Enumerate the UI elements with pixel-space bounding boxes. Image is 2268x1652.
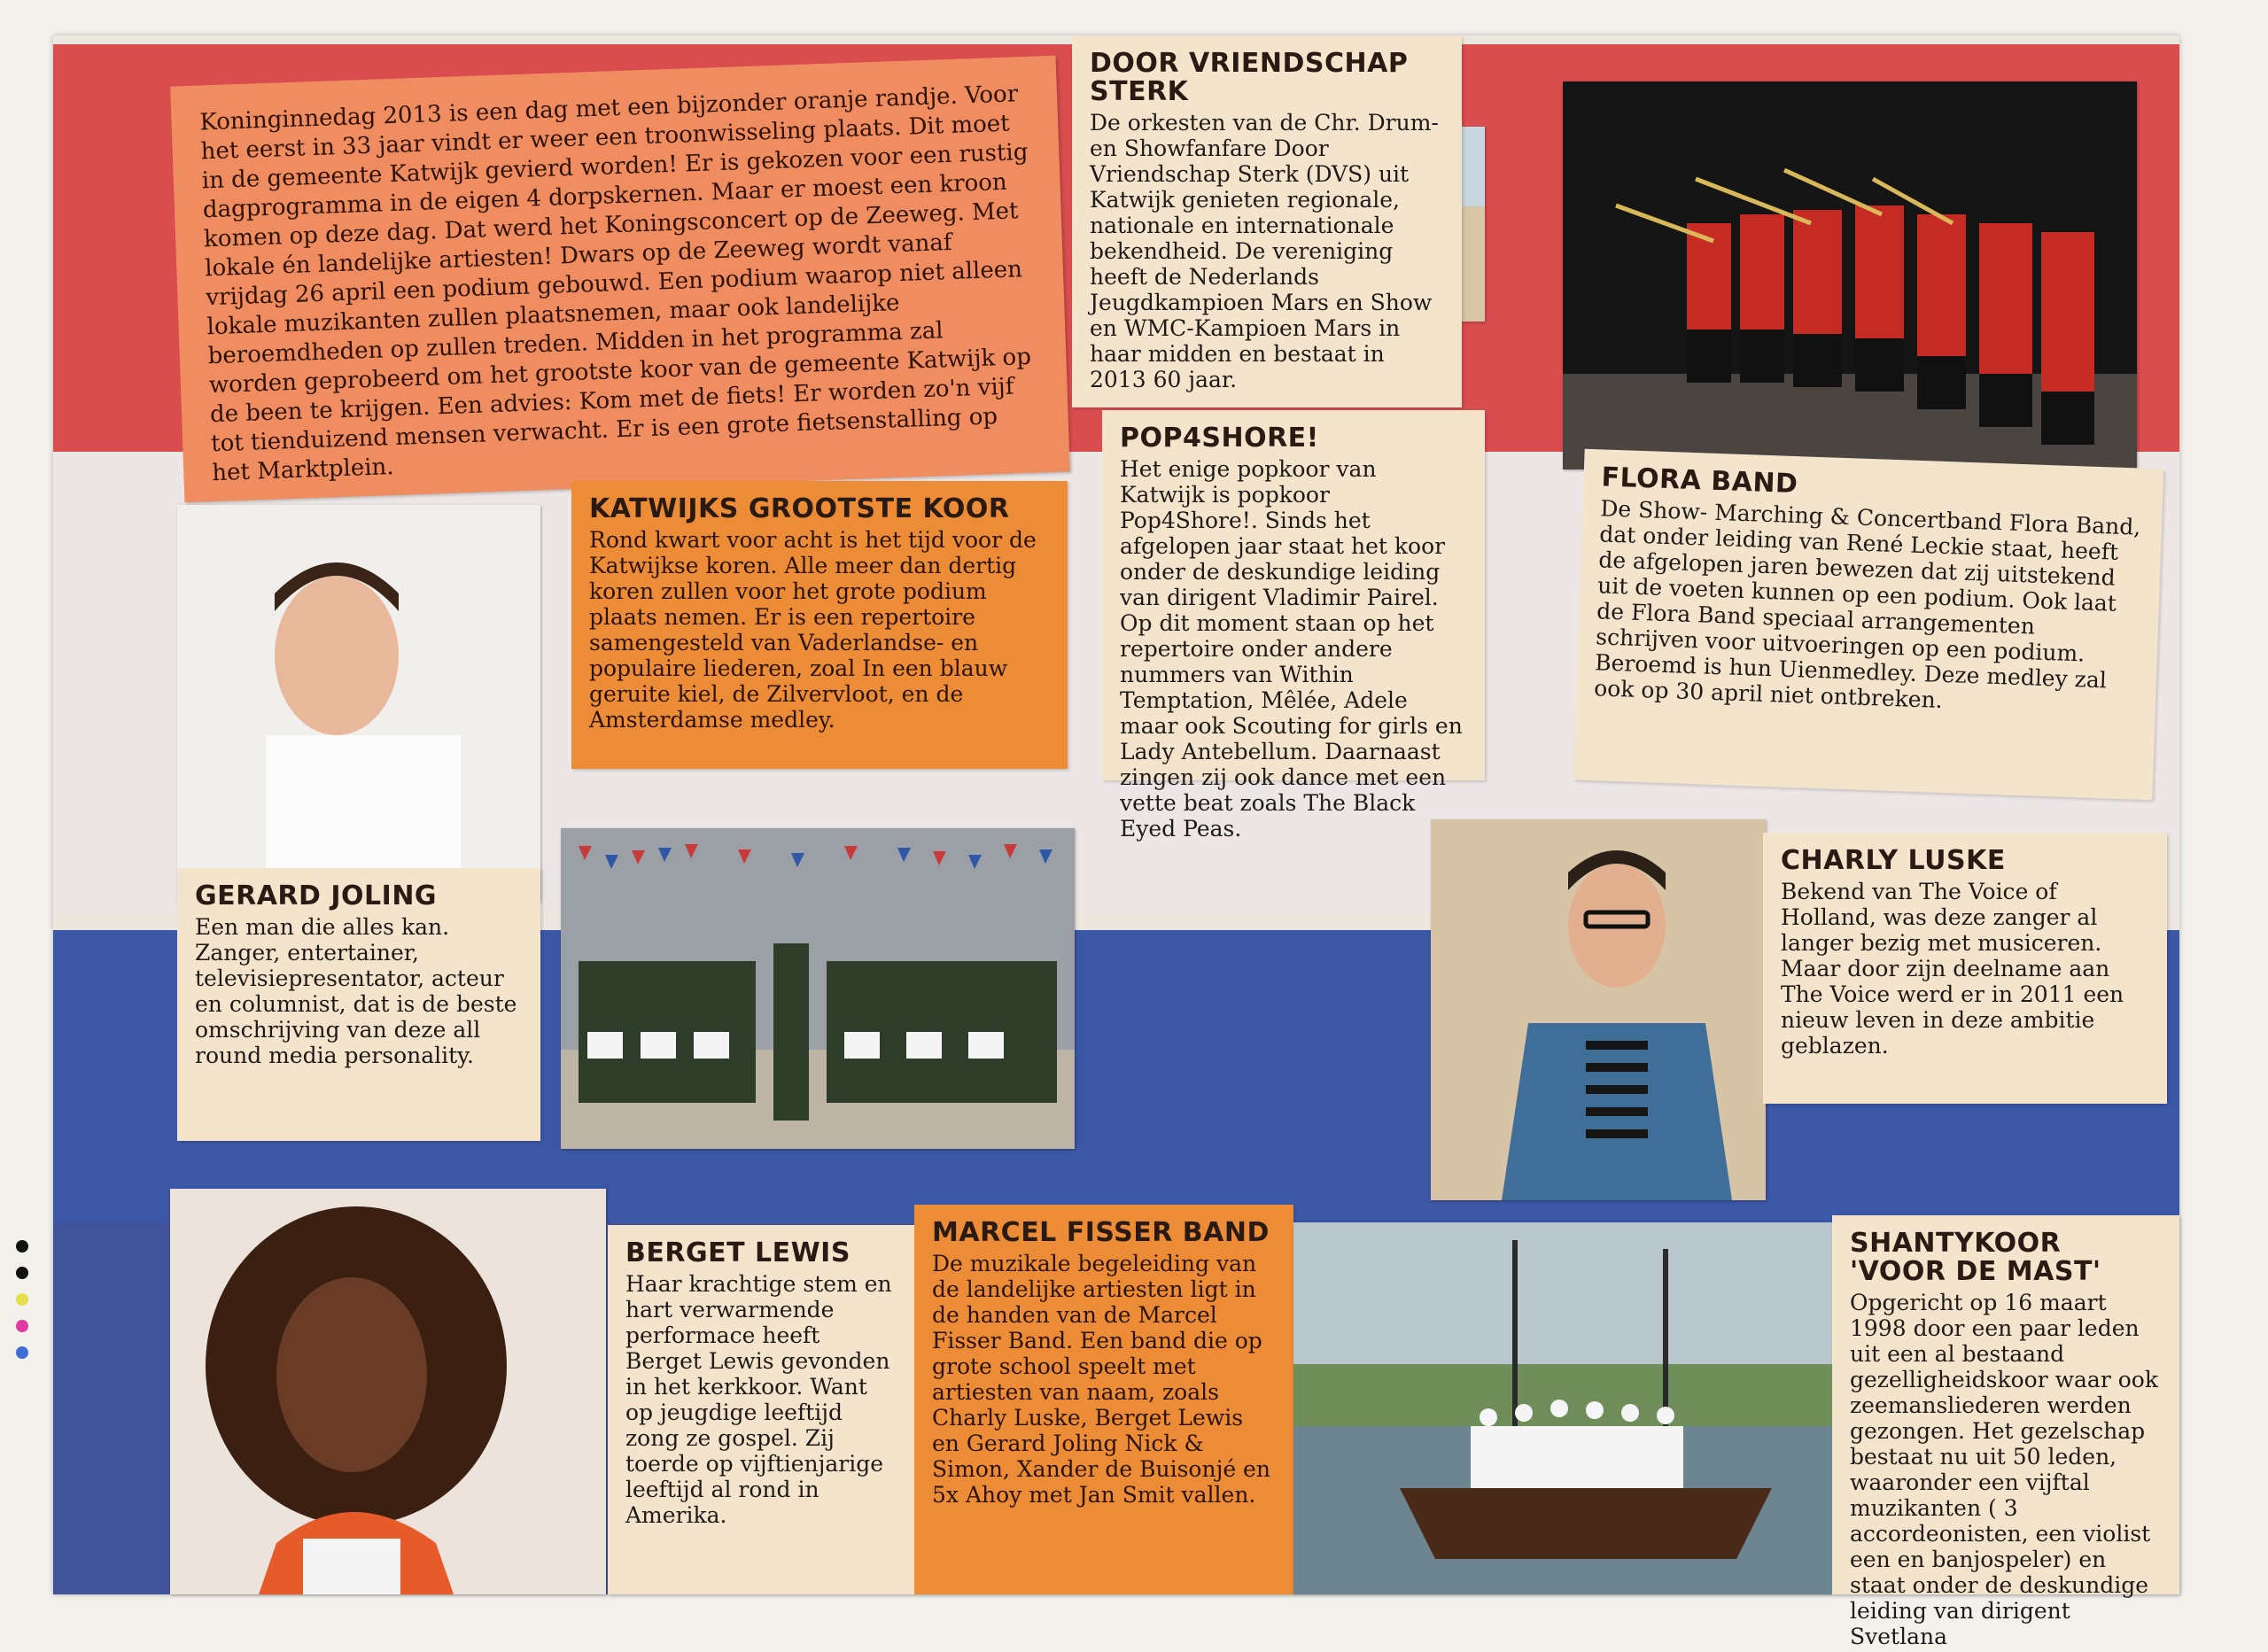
registration-dot xyxy=(16,1293,28,1306)
gerard-photo xyxy=(177,505,540,902)
intro-text: Koninginnedag 2013 is een dag met een bijzonder oranje randje. Voor het eerst in 33 jaar vindt er weer een troonwisseling plaats. Dit moet in de gemeente Katwijk gevierd worden! Er is gekozen voor een rustig dagprogramma in de eigen 4 dorpskernen. Maar er moest een kroon komen op deze dag. Dat werd het Koningsconcert op de Zeeweg. Met lokale én landelijke artiesten! Dwars op de Zeeweg wordt vanaf vrijdag 26 april een podium gebouwd. Een podium waarop niet alleen lokale muzikanten zullen plaatsnemen, maar ook landelijke beroemdheden op zullen treden. Midden in het programma zal worden geprobeerd om het grootste koor van de gemeente Katwijk op de been te krijgen. Een advies: Kom met de fiets! Er worden zo'n vijf tot tienduizend mensen verwacht. Er is een grote fietsenstalling op het Marktplein. xyxy=(199,81,1032,487)
registration-dot xyxy=(16,1267,28,1279)
portrait-image xyxy=(170,1189,606,1594)
marcel-title: MARCEL FISSER BAND xyxy=(932,1217,1270,1248)
registration-dot xyxy=(16,1240,28,1253)
sailing-boat-image xyxy=(1293,1222,1832,1594)
koor-text: Rond kwart voor acht is het tijd voor de Katwijkse koren. Alle meer dan dertig koren zullen voor het grote podium plaats nemen. Er is een repertoire samengesteld van Vaderlandse- en populaire liederen, zoal In een blauw geruite kiel, de Zilvervloot, en de Amsterdamse medley. xyxy=(589,527,1037,733)
dvs-title: DOOR VRIENDSCHAP STERK xyxy=(1090,48,1409,107)
gerard-title: GERARD JOLING xyxy=(195,880,438,911)
intro-box xyxy=(170,56,1070,503)
charly-article xyxy=(1763,833,2167,1104)
berget-text: Haar krachtige stem en hart verwarmende performace heeft Berget Lewis gevonden in het kerkkoor. Want op jeugdige leeftijd zong ze gospel. Zij toerde op vijftienjarige leeftijd al rond in Amerika. xyxy=(625,1271,892,1528)
berget-title: BERGET LEWIS xyxy=(625,1237,850,1268)
gerard-article xyxy=(177,868,540,1141)
charly-photo xyxy=(1431,819,1766,1200)
dvs-photo xyxy=(561,828,1075,1149)
registration-dot xyxy=(16,1346,28,1359)
charly-text: Bekend van The Voice of Holland, was deze zanger al langer bezig met musiceren. Maar door zijn deelname aan The Voice werd er in 2011 een nieuw leven in deze ambitie geblazen. xyxy=(1781,879,2124,1059)
koor-article xyxy=(571,481,1068,769)
shanty-text: Opgericht op 16 maart 1998 door een paar leden uit een al bestaand gezelligheidskoor waar ook zeemansliederen werden gezongen. Het gezelschap bestaat nu uit 50 leden, waaronder een vijftal muzikanten ( 3 accordeonisten, een violist een en banjospeler) en staat onder de deskundige leiding van dirigent Svetlana xyxy=(1850,1290,2158,1649)
dvs-article xyxy=(1072,35,1462,407)
berget-article xyxy=(608,1225,914,1594)
shanty-photo xyxy=(1293,1222,1832,1594)
portrait-image xyxy=(177,505,540,902)
newspaper-page xyxy=(53,35,2179,1649)
flora-text: De Show- Marching & Concertband Flora Band, dat onder leiding van René Leckie staat, heeft de afgelopen jaren bewezen dat zij uitstekend uit de voeten kunnen op een podium. Ook laat de Flora Band speciaal arrangementen schrijven voor uitvoeringen op een podium. Beroemd is hun Uienmedley. Deze medley zal ook op 30 april niet ontbreken. xyxy=(1593,495,2141,713)
flora-article xyxy=(1573,449,2164,801)
koor-title: KATWIJKS GROOTSTE KOOR xyxy=(589,493,1010,524)
shanty-article xyxy=(1832,1215,2179,1649)
flora-band-photo xyxy=(1563,81,2137,469)
pop4shore-title: POP4SHORE! xyxy=(1120,423,1319,454)
marcel-text: De muzikale begeleiding van de landelijke artiesten ligt in de handen van de Marcel Fisser Band. Een band die op grote school speelt met artiesten van naam, zoals Charly Luske, Berget Lewis en Gerard Joling Nick & Simon, Xander de Buisonjé en 5x Ahoy met Jan Smit vallen. xyxy=(932,1251,1270,1508)
dvs-text: De orkesten van de Chr. Drum- en Showfanfare Door Vriendschap Sterk (DVS) uit Katwijk genieten regionale, nationale en internationale bekendheid. De vereniging heeft de Nederlands Jeugdkampioen Mars en Show en WMC-Kampioen Mars in haar midden en bestaat in 2013 60 jaar. xyxy=(1090,110,1439,392)
pop4shore-article xyxy=(1102,410,1485,842)
parade-image xyxy=(561,828,1075,1149)
gerard-text: Een man die alles kan. Zanger, entertainer, televisiepresentator, acteur en columnist, dat is de beste omschrijving van deze all round media personality. xyxy=(195,914,517,1068)
pop4shore-text: Het enige popkoor van Katwijk is popkoor Pop4Shore!. Sinds het afgelopen jaar staat het koor onder de deskundige leiding van dirigent Vladimir Pairel. Op dit moment staan op het repertoire onder andere nummers van Within Temptation, Mêlée, Adele maar ook Scouting for girls en Lady Antebellum. Daarnaast zingen zij ook dance met een vette beat zoals The Black Eyed Peas. xyxy=(1120,456,1463,842)
marcel-article xyxy=(914,1205,1293,1594)
portrait-image xyxy=(1431,819,1766,1200)
shanty-title: SHANTYKOOR 'VOOR DE MAST' xyxy=(1850,1228,2101,1287)
charly-title: CHARLY LUSKE xyxy=(1781,845,2006,876)
registration-dot xyxy=(16,1320,28,1332)
flora-title: FLORA BAND xyxy=(1601,461,1798,500)
berget-photo xyxy=(170,1189,606,1594)
marching-band-image xyxy=(1563,81,2137,469)
